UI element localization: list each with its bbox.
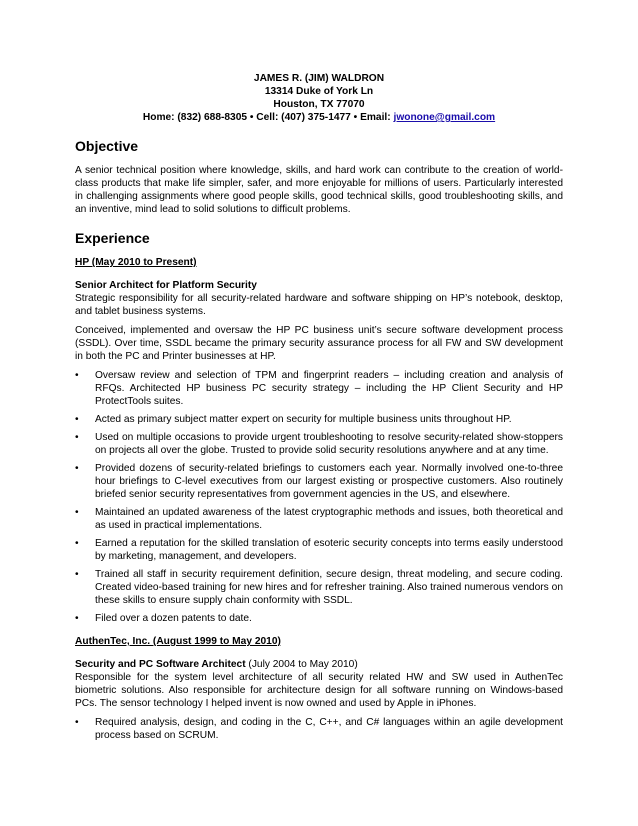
list-item	[75, 716, 563, 742]
bullet-text: Used on multiple occasions to provide urgent troubleshooting to resolve security-related show-stoppers on projects all over the globe. Trusted to provide solid security resolutions anywhere and at any time.	[95, 432, 563, 456]
objective-text: A senior technical position where knowledge, skills, and hard work can contribute to the creation of world-class products that make life simpler, safer, and more enjoyable for millions of users. Particularly interested in challenging assignments where good people skills, good technical skills, good troubleshooting skills, and an inventive, mind lead to solid solutions to difficult problems.	[75, 165, 563, 215]
job-title-text: Security and PC Software Architect	[75, 659, 246, 670]
bullet-text: Earned a reputation for the skilled translation of esoteric security concepts into terms easily understood by marketing, management, and developers.	[95, 538, 563, 562]
job-paragraph: Responsible for the system level architecture of all security related HW and SW used in AuthenTec biometric solutions. Also responsible for architecture design for all software running on Windows-based PCs. The sensor technology I helped invent is now owned and used by Apple in iPhones.	[75, 672, 563, 709]
job-title	[75, 279, 563, 292]
list-item	[75, 568, 563, 607]
bullet-icon: •	[75, 432, 79, 443]
list-item	[75, 462, 563, 501]
objective-heading: Objective	[75, 138, 139, 154]
email-link[interactable]: jwonone@gmail.com	[393, 112, 496, 123]
bullet-icon: •	[75, 613, 79, 624]
bullet-text: Filed over a dozen patents to date.	[95, 613, 252, 624]
job-company: AuthenTec, Inc. (August 1999 to May 2010)	[75, 636, 281, 647]
bullet-icon: •	[75, 414, 79, 425]
bullet-text: Trained all staff in security requirement definition, secure design, threat modeling, and secure coding. Created video-based training for new hires and for refresher training. Also trained numerous vendors on these skills to ensure supply chain conformity with SSDL.	[95, 569, 563, 606]
job-title-text: Senior Architect for Platform Security	[75, 280, 257, 291]
contact-line	[75, 111, 563, 124]
job-bullet-list	[75, 369, 563, 625]
bullet-text: Oversaw review and selection of TPM and fingerprint readers – including creation and analysis of RFQs. Architected HP business PC security strategy – including the HP Client Security and HP ProtectTools suites.	[95, 370, 563, 407]
list-item	[75, 369, 563, 408]
contact-phones: Home: (832) 688-8305 • Cell: (407) 375-1477 • Email:	[142, 112, 394, 123]
bullet-text: Provided dozens of security-related briefings to customers each year. Normally involved one-to-three hour briefings to C-level executives from our largest existing or prospective customers. Also routinely briefed senior security representatives from government agencies in the US, and elsewhere.	[95, 463, 563, 500]
bullet-text: Maintained an updated awareness of the latest cryptographic methods and issues, both theoretical and as used in practical implementations.	[95, 507, 563, 531]
list-item	[75, 612, 563, 625]
list-item	[75, 537, 563, 563]
job-paragraph: Strategic responsibility for all security-related hardware and software shipping on HP’s notebook, desktop, and tablet business systems.	[75, 293, 563, 317]
bullet-icon: •	[75, 507, 79, 518]
bullet-icon: •	[75, 538, 79, 549]
address-line-1: 13314 Duke of York Ln	[264, 86, 374, 97]
job-title-dates: (July 2004 to May 2010)	[245, 659, 358, 670]
list-item	[75, 431, 563, 457]
bullet-icon: •	[75, 569, 79, 580]
bullet-text: Required analysis, design, and coding in the C, C++, and C# languages within an agile development process based on SCRUM.	[95, 717, 563, 741]
bullet-icon: •	[75, 717, 79, 728]
job-bullet-list	[75, 716, 563, 742]
job-paragraph: Conceived, implemented and oversaw the HP PC business unit’s secure software development process (SSDL). Over time, SSDL became the primary security assurance process for all FW and SW development in both the PC and Printer businesses at HP.	[75, 325, 563, 362]
job-company: HP (May 2010 to Present)	[75, 257, 197, 268]
list-item	[75, 506, 563, 532]
resume-page	[75, 72, 563, 747]
job-title	[75, 658, 563, 671]
address-line-2: Houston, TX 77070	[273, 99, 365, 110]
resume-header	[75, 72, 563, 124]
bullet-icon: •	[75, 463, 79, 474]
bullet-text: Acted as primary subject matter expert on security for multiple business units throughout HP.	[95, 414, 512, 425]
candidate-name: JAMES R. (JIM) WALDRON	[253, 73, 385, 84]
list-item	[75, 413, 563, 426]
bullet-icon: •	[75, 370, 79, 381]
experience-heading: Experience	[75, 230, 150, 246]
